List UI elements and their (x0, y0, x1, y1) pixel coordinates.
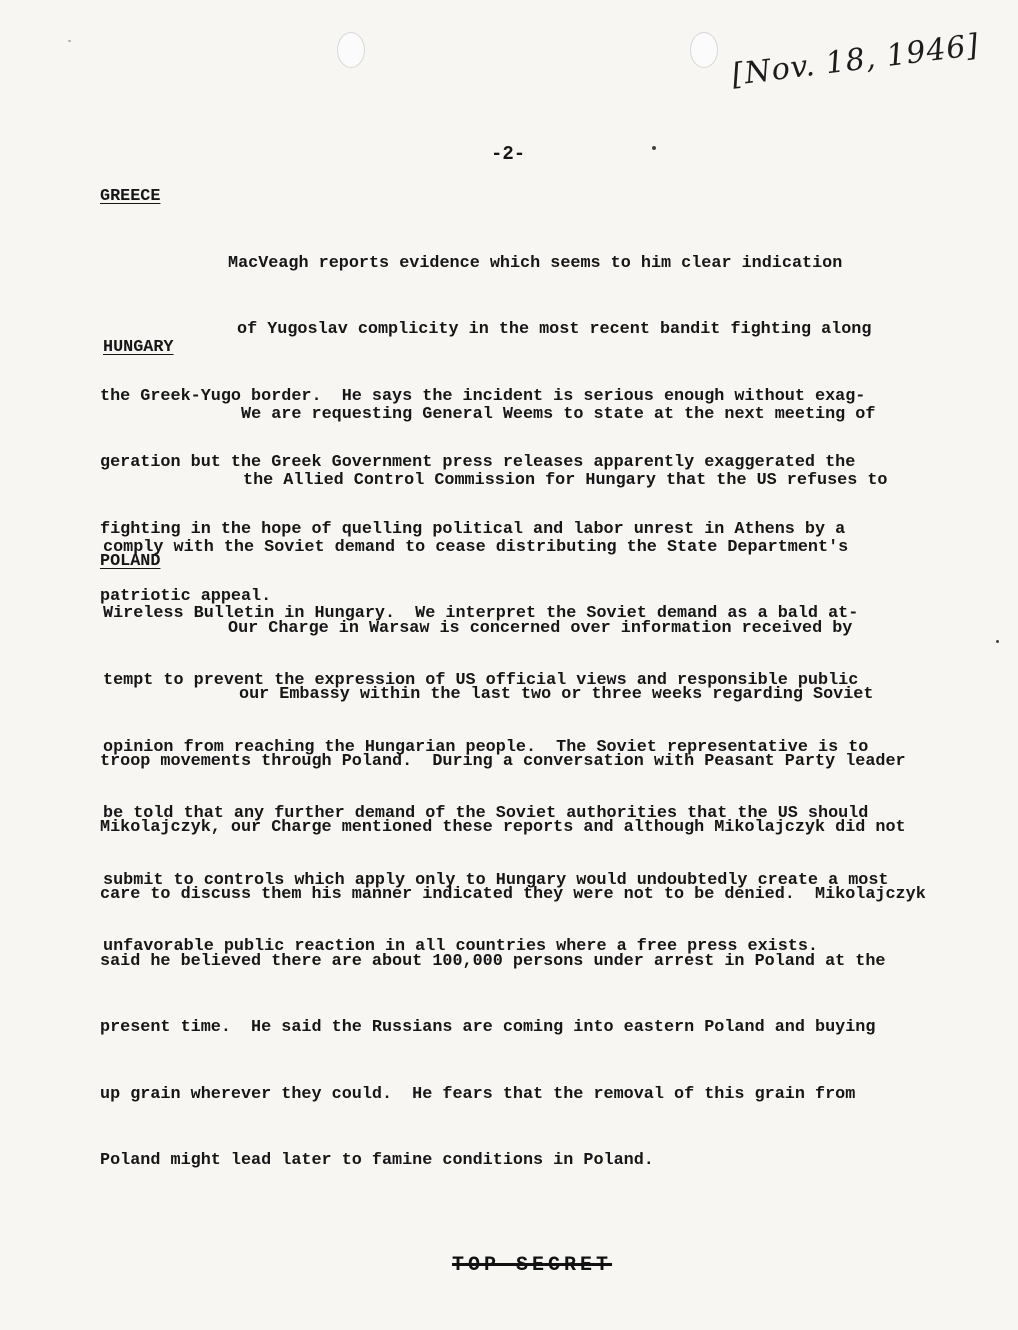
scan-speck (652, 146, 656, 150)
paragraph-line: opinion from reaching the Hungarian people. The Soviet representative is to (103, 737, 869, 757)
paragraph-line: troop movements through Poland. During a conversation with Peasant Party leader (100, 751, 906, 771)
paragraph-line: Mikolajczyk, our Charge mentioned these reports and although Mikolajczyk did not (100, 818, 906, 838)
paragraph-line: up grain wherever they could. He fears that the removal of this grain from (100, 1084, 856, 1104)
paragraph-line: We are requesting General Weems to state at the next meeting of (241, 404, 876, 424)
paragraph-line: Poland might lead later to famine conditions in Poland. (100, 1151, 654, 1171)
paragraph-line: MacVeagh reports evidence which seems to him clear indication (228, 253, 843, 273)
section-poland (100, 551, 950, 1195)
paragraph-line: present time. He said the Russians are coming into eastern Poland and buying (100, 1018, 876, 1038)
paragraph-line: patriotic appeal. (100, 586, 272, 606)
punch-hole (337, 32, 365, 68)
paragraph-line: fighting in the hope of quelling political and labor unrest in Athens by a (100, 519, 846, 539)
paragraph-line: care to discuss them his manner indicated they were not to be denied. Mikolajczyk (100, 884, 926, 904)
scan-speck (68, 40, 71, 42)
scan-speck (996, 640, 999, 643)
paragraph-line: said he believed there are about 100,000 persons under arrest in Poland at the (100, 951, 886, 971)
section-heading-hungary: HUNGARY (103, 338, 174, 357)
paragraph-line: geration but the Greek Government press releases apparently exaggerated the (100, 453, 856, 473)
paragraph-line: Our Charge in Warsaw is concerned over information received by (228, 618, 853, 638)
paragraph-line: tempt to prevent the expression of US official views and responsible public (103, 670, 859, 690)
paragraph-line: submit to controls which apply only to Hungary would undoubtedly create a most (103, 870, 889, 890)
page-number: -2- (491, 143, 526, 165)
paragraph-line: be told that any further demand of the Soviet authorities that the US should (103, 804, 869, 824)
paragraph-line: the Allied Control Commission for Hungary that the US refuses to (243, 471, 888, 491)
paragraph-line: the Greek-Yugo border. He says the incident is serious enough without exag- (100, 386, 866, 406)
paragraph-line: our Embassy within the last two or three weeks regarding Soviet (239, 685, 874, 705)
paragraph-line: of Yugoslav complicity in the most recent bandit fighting along (237, 320, 872, 340)
classification-stamp: TOP SECRET (452, 1254, 613, 1277)
paragraph-line: unfavorable public reaction in all countries where a free press exists. (103, 937, 818, 957)
punch-hole (690, 32, 718, 68)
paragraph-line: comply with the Soviet demand to cease distributing the State Department's (103, 537, 849, 557)
handwritten-date-note: [Nov. 18, 1946] (729, 27, 982, 93)
section-heading-greece: GREECE (100, 187, 161, 206)
paragraph-line: Wireless Bulletin in Hungary. We interpret the Soviet demand as a bald at- (103, 604, 859, 624)
section-heading-poland: POLAND (100, 552, 161, 571)
